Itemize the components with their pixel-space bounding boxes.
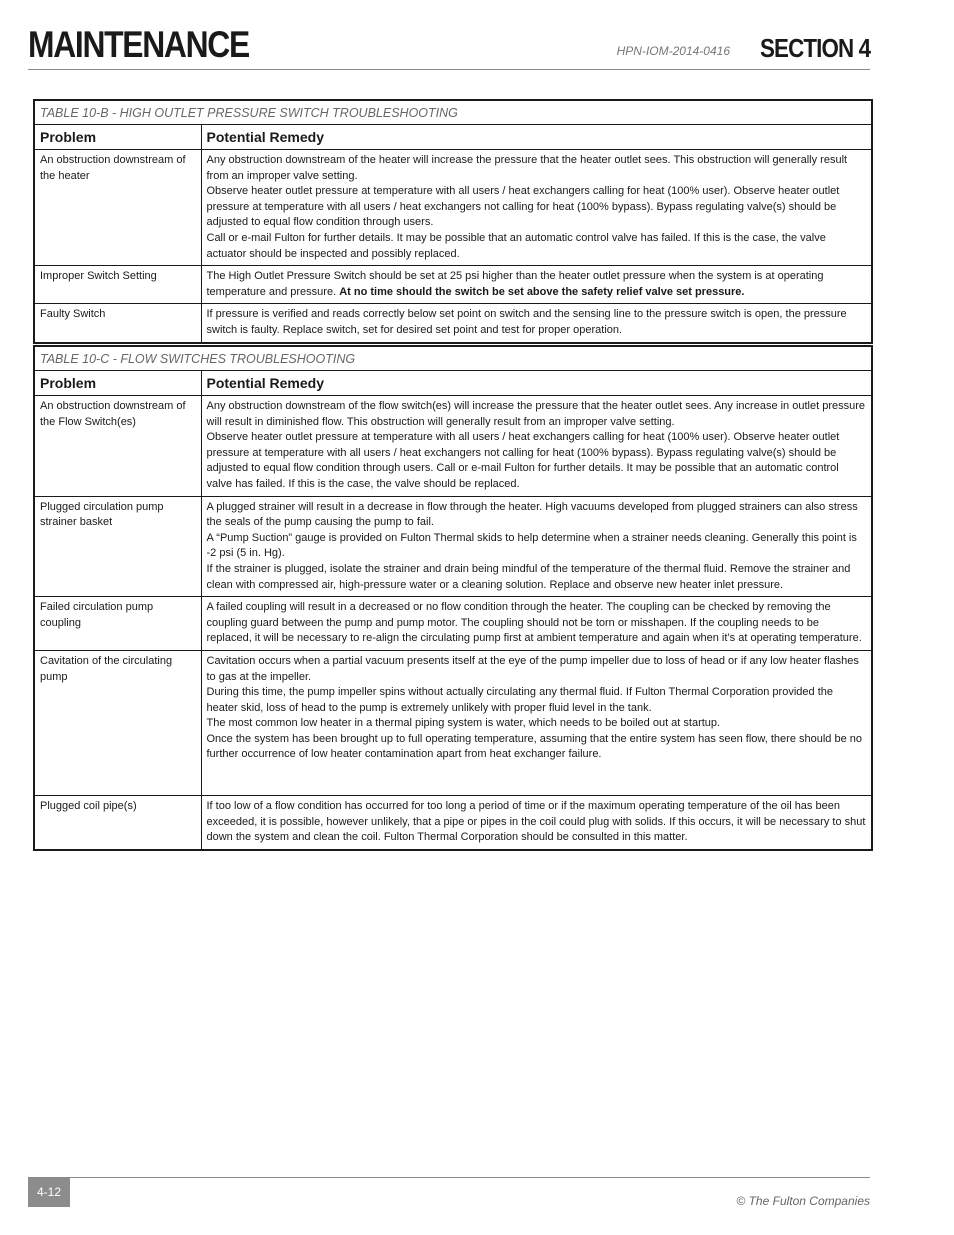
- remedy-cell: [201, 597, 872, 651]
- remedy-cell: [201, 304, 872, 343]
- page-title: MAINTENANCE: [28, 24, 249, 65]
- remedy-cell: [201, 396, 872, 497]
- problem-cell: Improper Switch Setting: [34, 266, 201, 304]
- problem-cell: An obstruction downstream of the Flow Switch(es): [34, 396, 201, 497]
- table-caption: TABLE 10-B - HIGH OUTLET PRESSURE SWITCH TROUBLESHOOTING: [34, 100, 872, 125]
- problem-cell: Plugged circulation pump strainer basket: [34, 496, 201, 597]
- remedy-paragraph: If pressure is verified and reads correctly below set point on switch and the sensing line to the pressure switch is open, the pressure switch is faulty. Replace switch, set for desired set point and test for proper operation.: [206, 308, 847, 336]
- table-row: [34, 266, 872, 304]
- remedy-cell: [201, 496, 872, 597]
- column-header-problem: Problem: [34, 125, 201, 150]
- remedy-paragraph: Observe heater outlet pressure at temperature with all users / heat exchangers calling for heat (100% user). Observe heater outlet pressure at temperature with all users / heat exchangers not calling for heat (100% bypass). Bypass regulating valve(s) should be adjusted to equal flow condition through users. Call or e-mail Fulton for further details. It may be possible that an automatic control valve has failed. If this is the case, the valve should be replaced.: [206, 431, 840, 490]
- remedy-paragraph: Cavitation occurs when a partial vacuum presents itself at the eye of the pump impeller due to loss of head or if any low heater flashes to gas at the impeller.: [206, 654, 859, 683]
- table-row: [34, 795, 872, 849]
- column-header-remedy: Potential Remedy: [201, 371, 872, 396]
- problem-cell: Cavitation of the circulating pump: [34, 650, 201, 795]
- document-number: HPN-IOM-2014-0416: [616, 44, 730, 58]
- problem-cell: Plugged coil pipe(s): [34, 795, 201, 849]
- section-label: SECTION 4: [759, 33, 870, 63]
- remedy-paragraph: If too low of a flow condition has occurred for too long a period of time or if the maximum operating temperature of the oil has been exceeded, it is possible, however unlikely, that a pipe or pipes in the coil could plug with solids. If this occurs, it will be necessary to shut down the system and clean the coil. Fulton Thermal Corporation should be consulted in this matter.: [206, 799, 866, 844]
- page-header: [28, 24, 870, 70]
- table-row: [34, 597, 872, 651]
- remedy-paragraph: Any obstruction downstream of the flow switch(es) will increase the pressure that the heater outlet sees. Any increase in outlet pressure will result in diminished flow. This obstruction will generally result from an improper valve setting.: [206, 400, 865, 428]
- table-row: [34, 150, 872, 266]
- remedy-paragraph: Call or e-mail Fulton for further details. It may be possible that an automatic control valve has failed. If this is the case, the valve actuator should be inspected and possibly replaced.: [206, 231, 826, 260]
- column-header-problem: Problem: [34, 371, 201, 396]
- copyright-text: © The Fulton Companies: [736, 1194, 870, 1208]
- table-row: [34, 650, 872, 795]
- remedy-paragraph: A “Pump Suction” gauge is provided on Fulton Thermal skids to help determine when a strainer needs cleaning. Generally this point is -2 psi (5 in. Hg).: [206, 531, 857, 560]
- table-10c: [33, 345, 873, 851]
- remedy-paragraph: A failed coupling will result in a decreased or no flow condition through the heater. The coupling can be checked by removing the coupling guard between the pump and pump motor. The coupling should not be torn or misshapen. If the coupling needs to be replaced, it will be necessary to re-align the circulating pump first at ambient temperature and again when it’s at operating temperature.: [206, 601, 862, 645]
- table-row: [34, 396, 872, 497]
- remedy-paragraph: The most common low heater in a thermal piping system is water, which needs to be boiled out at startup.: [206, 717, 721, 730]
- remedy-cell: [201, 650, 872, 795]
- remedy-paragraph: A plugged strainer will result in a decrease in flow through the heater. High vacuums developed from plugged strainers can also stress the seals of the pump causing the pump to fail.: [206, 500, 858, 529]
- remedy-paragraph: Once the system has been brought up to full operating temperature, assuming that the entire system has seen flow, there should be no further occurrence of low heater contamination apart from heat exchanger failure.: [206, 732, 862, 761]
- problem-cell: Faulty Switch: [34, 304, 201, 343]
- remedy-cell: [201, 795, 872, 849]
- footer-divider: [28, 1177, 870, 1178]
- table-caption: TABLE 10-C - FLOW SWITCHES TROUBLESHOOTING: [34, 346, 872, 371]
- problem-cell: An obstruction downstream of the heater: [34, 150, 201, 266]
- remedy-paragraph: Observe heater outlet pressure at temperature with all users / heat exchangers calling for heat (100% user). Observe heater outlet pressure at temperature with all users / heat exchangers not calling for heat (100% bypass). Bypass regulating valve(s) should be adjusted to equal flow condition through users.: [206, 185, 840, 229]
- page-number: 4-12: [28, 1178, 70, 1207]
- table-10b: [33, 99, 873, 344]
- table-row: [34, 304, 872, 343]
- remedy-paragraph: Any obstruction downstream of the heater will increase the pressure that the heater outlet sees. This obstruction will generally result from an improper valve setting.: [206, 154, 848, 182]
- remedy-cell: [201, 266, 872, 304]
- remedy-paragraph: If the strainer is plugged, isolate the strainer and drain being mindful of the temperature of the thermal fluid. Remove the strainer and clean with compressed air, high-pressure water or a cleaning solution. Replace and observe new heater inlet pressure.: [206, 562, 851, 591]
- table-row: [34, 496, 872, 597]
- remedy-warning: At no time should the switch be set above the safety relief valve set pressure.: [339, 285, 745, 298]
- column-header-remedy: Potential Remedy: [201, 125, 872, 150]
- problem-cell: Failed circulation pump coupling: [34, 597, 201, 651]
- remedy-text: The High Outlet Pressure Switch should be set at 25 psi higher than the heater outlet pressure when the system is at operating temperature and pressure.: [206, 270, 824, 298]
- remedy-cell: [201, 150, 872, 266]
- remedy-paragraph: During this time, the pump impeller spins without actually circulating any thermal fluid. If Fulton Thermal Corporation provided the heater skid, loss of head to the pump is extremely unlikely with proper fluid level in the tank.: [206, 686, 833, 714]
